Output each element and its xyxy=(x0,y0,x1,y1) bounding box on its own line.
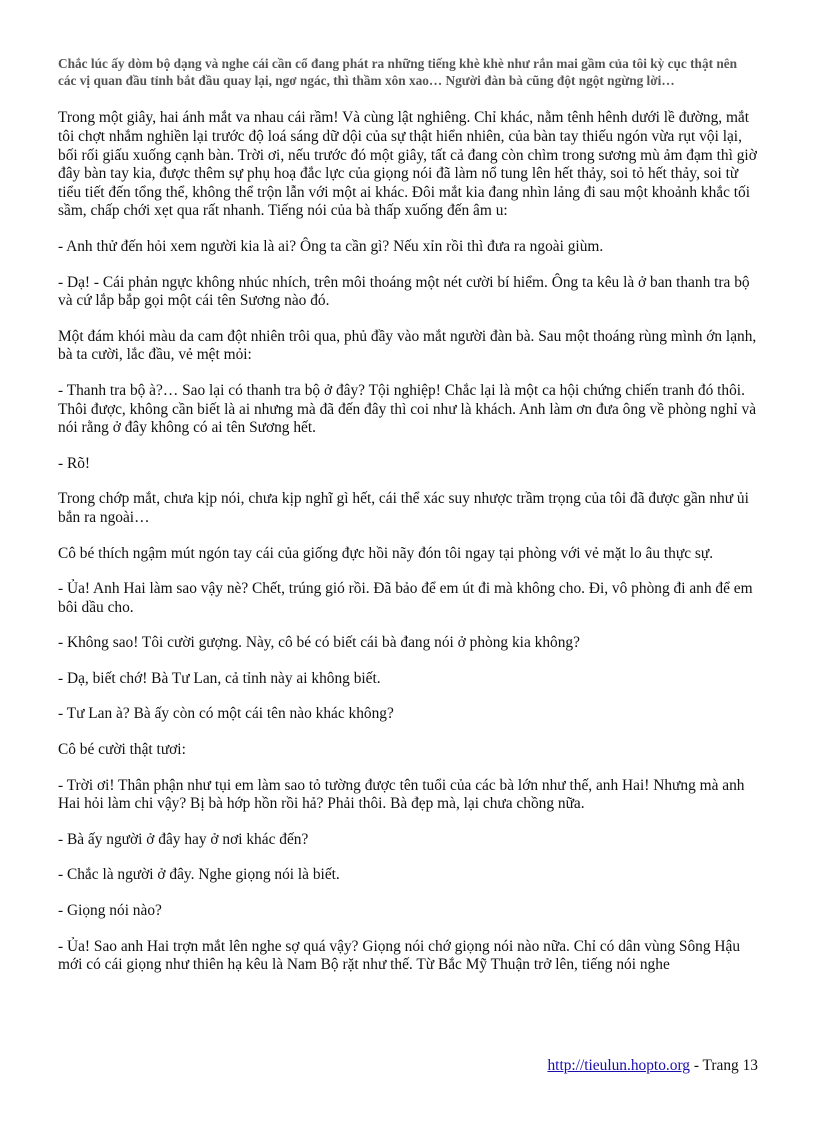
body-paragraph: - Trời ơi! Thân phận như tụi em làm sao tỏ tường được tên tuổi của các bà lớn như thế, anh Hai! Nhưng mà anh Hai hỏi làm chi vậy? Bị bà hớp hồn rồi hả? Phải thôi. Bà đẹp mà, lại chưa chồng nữa. xyxy=(58,776,745,813)
body-paragraph: - Ủa! Anh Hai làm sao vậy nè? Chết, trúng gió rồi. Đã bảo để em út đi mà không cho. Đi, vô phòng đi anh để em bôi dầu cho. xyxy=(58,580,753,616)
document-page xyxy=(58,56,758,992)
body-paragraph: Một đám khói màu da cam đột nhiên trôi qua, phủ đầy vào mắt người đàn bà. Sau một thoáng rùng mình ớn lạnh, bà ta cười, lắc đầu, vẻ mệt mỏi: xyxy=(58,327,757,364)
body-paragraph: - Chắc là người ở đây. Nghe giọng nói là biết. xyxy=(58,866,340,884)
body-paragraph: - Dạ, biết chớ! Bà Tư Lan, cả tỉnh này ai không biết. xyxy=(58,669,381,687)
page-number: Trang 13 xyxy=(702,1057,758,1074)
footer-link[interactable]: http://tieulun.hopto.org xyxy=(547,1057,690,1074)
body-paragraph: Cô bé thích ngậm mút ngón tay cái của giống đực hồi nãy đón tôi ngay tại phòng với vẻ mặt lo âu thực sự. xyxy=(58,544,714,562)
body-paragraph: - Thanh tra bộ à?… Sao lại có thanh tra bộ ở đây? Tội nghiệp! Chắc lại là một ca hội chứng chiến tranh đó thôi. Thôi được, không cần biết là ai nhưng mà đã đến đây thì coi như là khách. Anh làm ơn đưa ông về phòng nghỉ và nói rằng ở đây không có ai tên Sương hết. xyxy=(58,381,757,437)
body-paragraph: Cô bé cười thật tươi: xyxy=(58,741,186,759)
body-paragraph: - Giọng nói nào? xyxy=(58,902,162,920)
body-paragraph: - Không sao! Tôi cười gượng. Này, cô bé có biết cái bà đang nói ở phòng kia không? xyxy=(58,634,580,652)
body-paragraph: - Anh thử đến hỏi xem người kia là ai? Ông ta cần gì? Nếu xỉn rồi thì đưa ra ngoài giùm. xyxy=(58,237,604,255)
body-paragraph: - Bà ấy người ở đây hay ở nơi khác đến? xyxy=(58,830,309,848)
intro-paragraph: Chắc lúc ấy dòm bộ dạng và nghe cái cần cổ đang phát ra những tiếng khè khè như rắn mai gầm của tôi kỳ cục thật nên các vị quan đầu tỉnh bắt đầu quay lại, ngơ ngác, thì thầm xôn xao… Người đàn bà cũng đột ngột ngừng lời… xyxy=(58,56,738,88)
footer-separator: - xyxy=(690,1057,703,1074)
body-paragraph: - Dạ! - Cái phản ngực không nhúc nhích, trên môi thoáng một nét cười bí hiểm. Ông ta kêu là ở ban thanh tra bộ và cứ lắp bắp gọi một cái tên Sương nào đó. xyxy=(58,273,750,310)
body-paragraph: Trong một giây, hai ánh mắt va nhau cái rầm! Và cùng lật nghiêng. Chỉ khác, nằm tênh hênh dưới lề đường, mắt tôi chợt nhắm nghiền lại trước độ loá sáng dữ dội của sự thật hiển nhiên, của bàn tay thiếu ngón vừa rụt vội lại, bối rối giấu xuống cạnh bàn. Trời ơi, nếu trước đó một giây, tất cả đang còn chìm trong sương mù ảm đạm thì giờ đây bàn tay kia, được thêm sự phụ hoạ đắc lực của giọng nói đã làm nổ tung lên hết thảy, soi tỏ hết thảy, soi từ tiểu tiết đến tổng thể, không thể trộn lẫn với một ai khác. Đôi mắt kia đang nhìn lảng đi sau một khoảnh khắc tối sầm, chấp chới xẹt qua rất nhanh. Tiếng nói của bà thấp xuống đến âm u: xyxy=(58,109,757,220)
body-paragraph: Trong chớp mắt, chưa kịp nói, chưa kịp nghĩ gì hết, cái thể xác suy nhược trầm trọng của tôi đã được gần như ủi bắn ra ngoài… xyxy=(58,490,749,526)
body-paragraph: - Ủa! Sao anh Hai trợn mắt lên nghe sợ quá vậy? Giọng nói chớ giọng nói nào nữa. Chỉ có dân vùng Sông Hậu mới có cái giọng như thiên hạ kêu là Nam Bộ rặt như thế. Từ Bắc Mỹ Thuận trở lên, tiếng nói nghe xyxy=(58,937,741,974)
body-paragraph: - Rõ! xyxy=(58,454,91,472)
body-paragraph: - Tư Lan à? Bà ấy còn có một cái tên nào khác không? xyxy=(58,705,394,723)
page-footer xyxy=(547,1057,758,1075)
